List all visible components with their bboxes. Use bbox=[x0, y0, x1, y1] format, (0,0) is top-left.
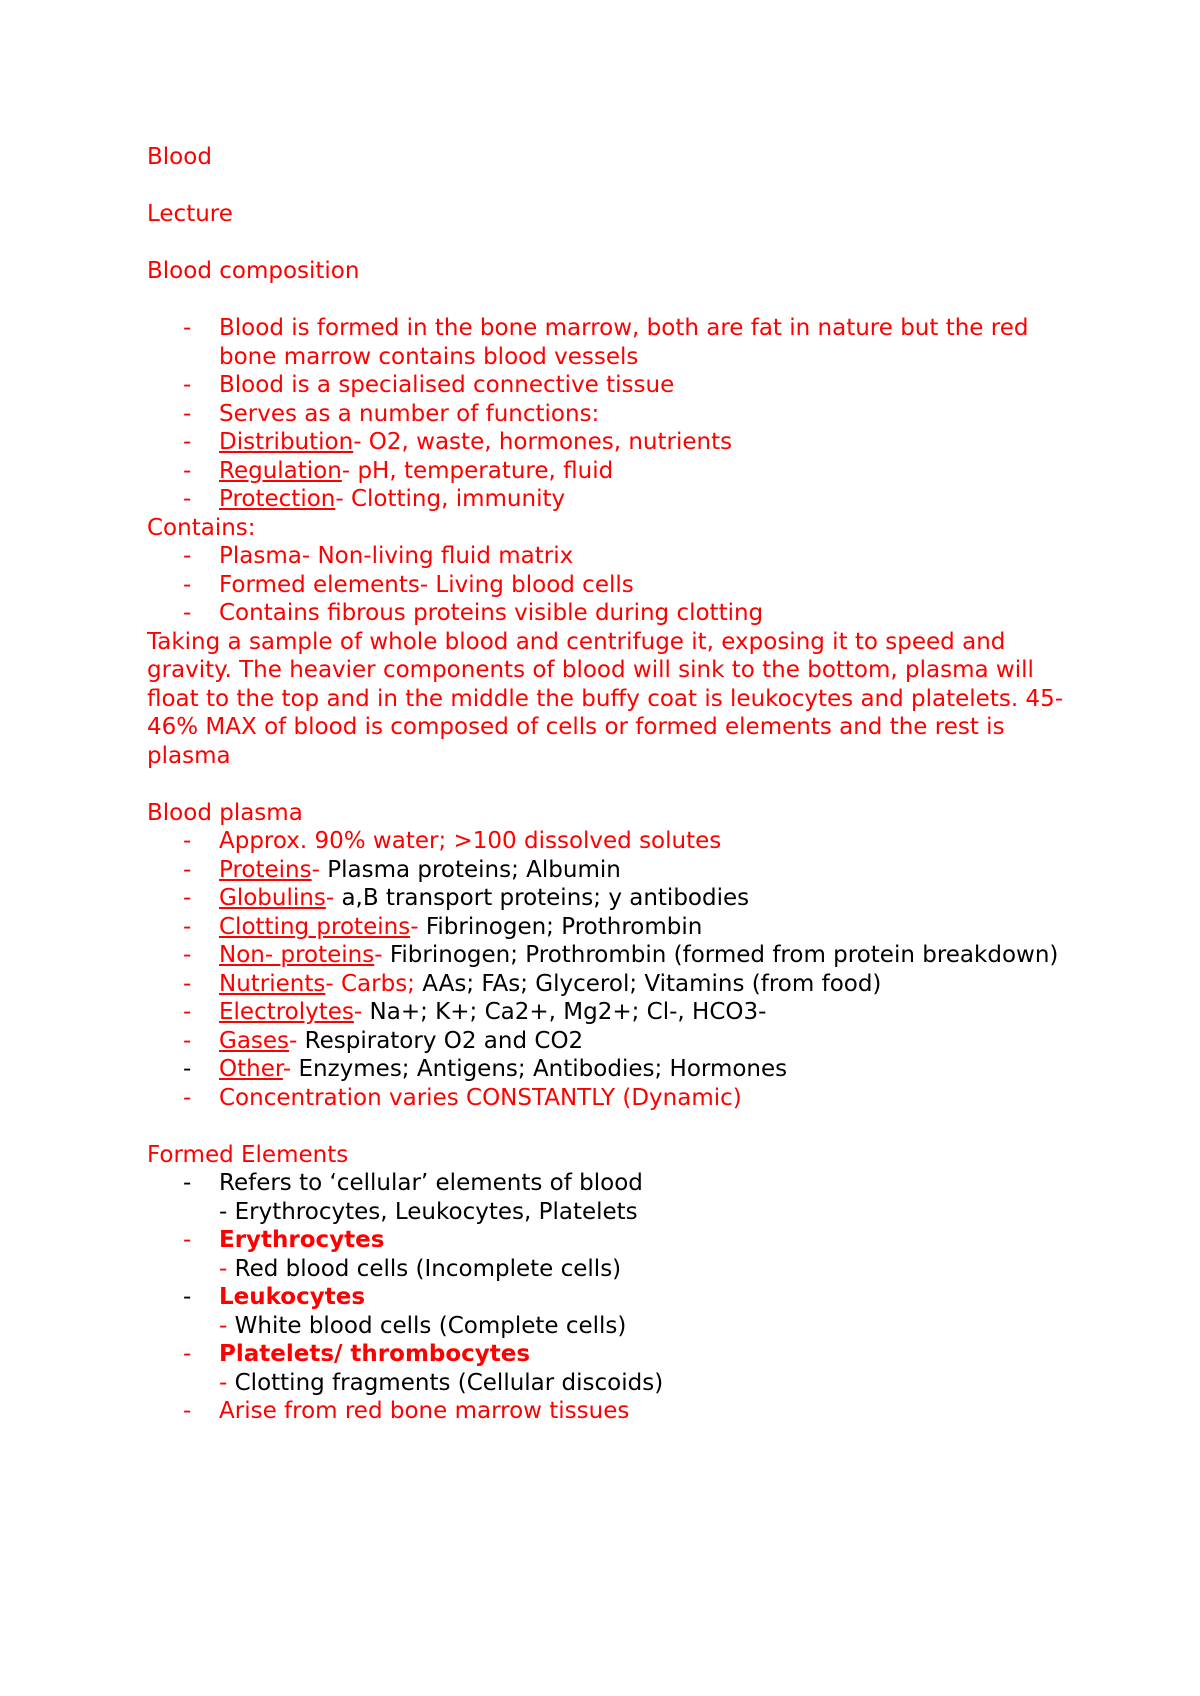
bullet-text: Approx. 90% water; >100 dissolved solutes bbox=[219, 828, 722, 854]
bullet-term: Non- proteins bbox=[219, 942, 375, 968]
list-item: - Formed elements- Living blood cells bbox=[183, 571, 634, 598]
bullet-text: Serves as a number of functions: bbox=[219, 400, 600, 427]
list-item: - Proteins- Plasma proteins; Albumin bbox=[183, 856, 621, 883]
bullet-text: a,B transport proteins; y antibodies bbox=[341, 885, 750, 911]
list-item: - Approx. 90% water; >100 dissolved solutes bbox=[183, 828, 722, 854]
sub-item-text: White blood cells (Complete cells) bbox=[234, 1312, 627, 1339]
bullet-text: Respiratory O2 and CO2 bbox=[304, 1027, 584, 1054]
list-item: - Blood is formed in the bone marrow, both are fat in nature but the red bone marrow contains blood vessels bbox=[183, 315, 1029, 370]
centrifuge-paragraph: Taking a sample of whole blood and centrifuge it, exposing it to speed and gravity. The heavier components of blood will sink to the bottom, plasma will float to the top and in the middle the buffy coat is leukocytes and platelets. 45-46% MAX of blood is composed of cells or formed elements and the rest is plasma bbox=[147, 628, 1064, 769]
sub-item: - Erythrocytes, Leukocytes, Platelets bbox=[219, 1198, 638, 1225]
list-item: - Serves as a number of functions: bbox=[183, 400, 600, 427]
bullet-term: Leukocytes bbox=[219, 1284, 366, 1310]
list-item: - Plasma- Non-living fluid matrix bbox=[183, 543, 574, 569]
list-item: - Platelets/ thrombocytes bbox=[183, 1341, 531, 1367]
list-item: - Electrolytes- Na+; K+; Ca2+, Mg2+; Cl-, HCO3- bbox=[183, 999, 767, 1025]
bullet-term: Clotting proteins bbox=[219, 913, 411, 940]
bullet-term: Protection bbox=[219, 486, 336, 512]
bullet-term: Platelets/ thrombocytes bbox=[219, 1341, 531, 1367]
list-item: - Regulation- pH, temperature, fluid bbox=[183, 457, 614, 484]
section-heading-formed-elements: Formed Elements bbox=[147, 1141, 349, 1168]
bullet-text: AAs; FAs; Glycerol; Vitamins (from food) bbox=[422, 970, 882, 997]
bullet-term: Gases bbox=[219, 1027, 290, 1054]
bullet-text: Blood is a specialised connective tissue bbox=[219, 372, 675, 398]
sub-item: - Red blood cells (Incomplete cells) bbox=[219, 1255, 622, 1282]
bullet-text: Plasma proteins; Albumin bbox=[327, 856, 621, 883]
section-heading-contains: Contains: bbox=[147, 514, 256, 541]
list-item: - Arise from red bone marrow tissues bbox=[183, 1398, 630, 1424]
bullet-text: Refers to ‘cellular’ elements of blood bbox=[219, 1170, 643, 1196]
bullet-text: Fibrinogen; Prothrombin bbox=[425, 913, 703, 940]
bullet-term: Regulation bbox=[219, 457, 342, 484]
list-item: - Erythrocytes bbox=[183, 1227, 385, 1253]
list-item: - Clotting proteins- Fibrinogen; Prothrombin bbox=[183, 913, 703, 940]
bullet-text: Contains fibrous proteins visible during clotting bbox=[219, 600, 764, 626]
bullet-text: Blood is formed in the bone marrow, both are fat in nature but the red bone marrow contains blood vessels bbox=[219, 315, 1029, 370]
bullet-term: Electrolytes bbox=[219, 999, 354, 1025]
list-item: - Gases- Respiratory O2 and CO2 bbox=[183, 1027, 584, 1054]
list-item: - Non- proteins- Fibrinogen; Prothrombin (formed from protein breakdown) bbox=[183, 942, 1059, 968]
bullet-term: Other bbox=[219, 1056, 283, 1082]
bullet-text: Formed elements- Living blood cells bbox=[219, 571, 634, 598]
bullet-text: Fibrinogen; Prothrombin (formed from protein breakdown) bbox=[389, 942, 1059, 968]
bullet-text: - Clotting, immunity bbox=[335, 486, 566, 512]
bullet-text: Arise from red bone marrow tissues bbox=[219, 1398, 630, 1424]
list-item: - Protection- Clotting, immunity bbox=[183, 486, 566, 512]
document-page bbox=[147, 143, 1077, 1426]
sub-item: - Clotting fragments (Cellular discoids) bbox=[219, 1369, 664, 1396]
list-item: - Refers to ‘cellular’ elements of blood bbox=[183, 1170, 643, 1196]
section-heading-blood-composition: Blood composition bbox=[147, 258, 360, 284]
section-heading-blood-plasma: Blood plasma bbox=[147, 799, 303, 826]
bullet-text: - pH, temperature, fluid bbox=[341, 457, 614, 484]
list-item: - Other- Enzymes; Antigens; Antibodies; Hormones bbox=[183, 1056, 788, 1082]
list-item: - Globulins- a,B transport proteins; y antibodies bbox=[183, 885, 750, 911]
bullet-term: Globulins bbox=[219, 885, 326, 911]
sub-item-text: Clotting fragments (Cellular discoids) bbox=[234, 1369, 664, 1396]
list-item: - Nutrients- Carbs; AAs; FAs; Glycerol; Vitamins (from food) bbox=[183, 970, 882, 997]
sub-item-text: Red blood cells (Incomplete cells) bbox=[234, 1255, 622, 1282]
bullet-text-red: - Carbs; bbox=[325, 970, 415, 997]
list-item: - Distribution- O2, waste, hormones, nutrients bbox=[183, 429, 733, 455]
list-item: - Concentration varies CONSTANTLY (Dynamic) bbox=[183, 1084, 742, 1111]
bullet-term: Distribution bbox=[219, 429, 354, 455]
bullet-term: Nutrients bbox=[219, 970, 326, 997]
list-item: - Leukocytes bbox=[183, 1284, 366, 1310]
list-item: - Blood is a specialised connective tissue bbox=[183, 372, 675, 398]
bullet-text: Plasma- Non-living fluid matrix bbox=[219, 543, 574, 569]
bullet-text: Concentration varies CONSTANTLY (Dynamic) bbox=[219, 1084, 742, 1111]
list-item: - Contains fibrous proteins visible during clotting bbox=[183, 600, 764, 626]
bullet-term: Erythrocytes bbox=[219, 1227, 385, 1253]
bullet-text: Na+; K+; Ca2+, Mg2+; Cl-, HCO3- bbox=[369, 999, 767, 1025]
sub-item: - White blood cells (Complete cells) bbox=[219, 1312, 627, 1339]
document-title: Blood bbox=[147, 144, 212, 170]
bullet-term: Proteins bbox=[219, 856, 312, 883]
bullet-text: - O2, waste, hormones, nutrients bbox=[353, 429, 733, 455]
bullet-text: Enzymes; Antigens; Antibodies; Hormones bbox=[298, 1056, 788, 1082]
document-subtitle: Lecture bbox=[147, 201, 233, 227]
